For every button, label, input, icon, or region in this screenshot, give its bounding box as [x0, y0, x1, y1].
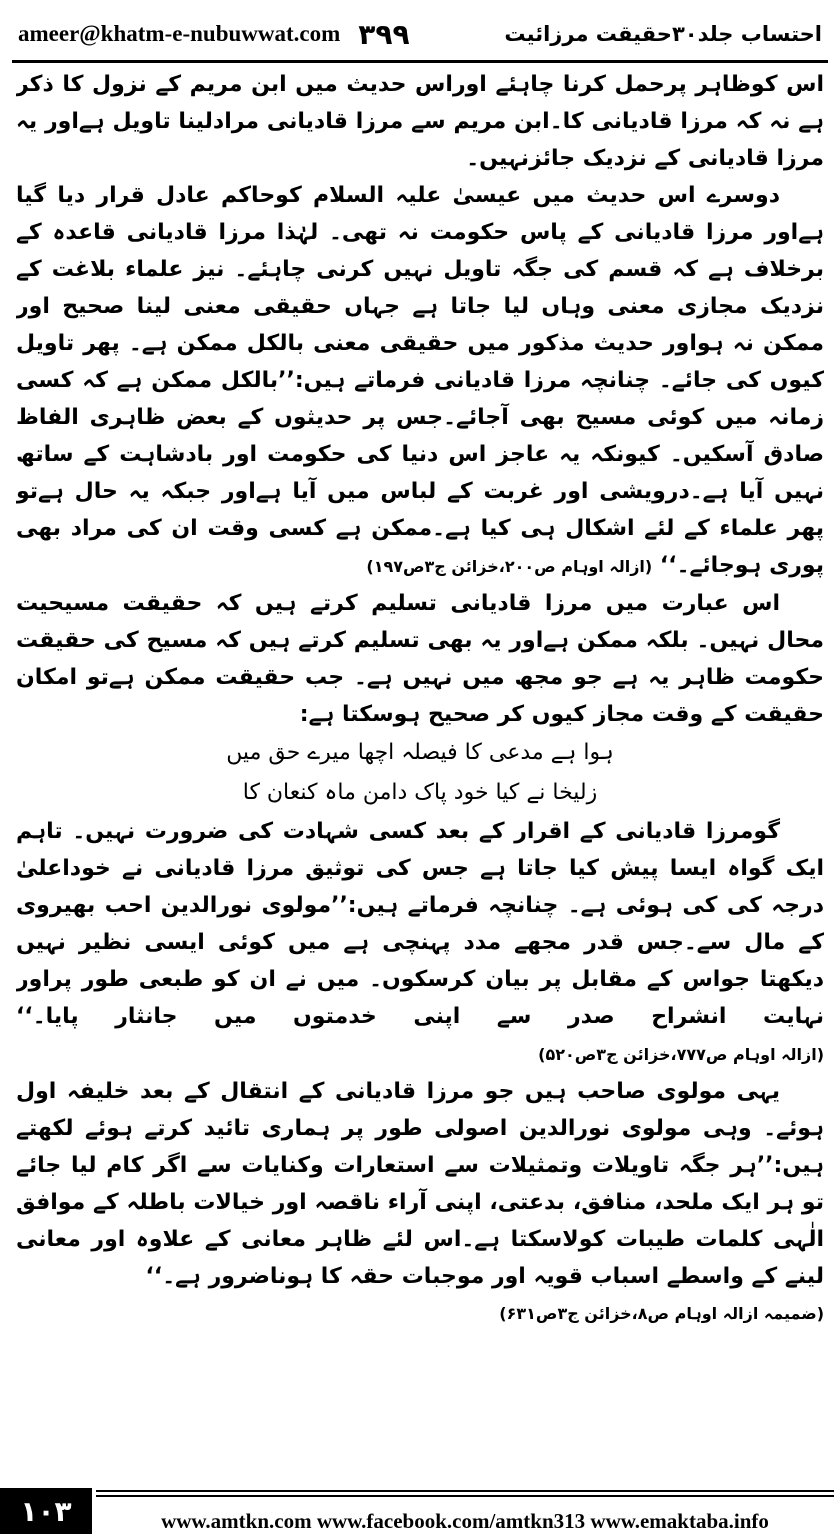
page-header: [18, 10, 822, 58]
header-email: ameer@khatm-e-nubuwwat.com: [18, 21, 341, 46]
paragraph-5: یہی مولوی صاحب ہیں جو مرزا قادیانی کے انتقال کے بعد خلیفہ اول ہوئے۔ وہی مولوی نورالدین اصولی طور پر ہماری تائید کرتے ہوئے لکھتے ہیں:’’ہر جگہ تاویلات وتمثیلات سے استعارات وکنایات سے اگر کام لیا جائے تو ہر ایک ملحد، منافق، بدعتی، اپنی آراء ناقصہ اور خیالات باطلہ کے موافق الٰہی کلمات طیبات کولاسکتا ہے۔اس لئے ظاہر معانی کے علاوہ اور معانی لینے کے واسطے اسباب قویہ اور موجبات حقہ کا ہوناضرور ہے۔‘‘: [16, 1079, 824, 1289]
paragraph-5-reference: (ضمیمہ ازالہ اوہام ص۸،خزائن ج۳ص۶۳۱): [499, 1304, 824, 1323]
header-book-title: احتساب جلد۳۰حقیقت مرزائیت: [504, 22, 822, 46]
page-footer: [0, 1488, 840, 1540]
paragraph-2-reference: (ازالہ اوہام ص۲۰۰،خزائن ج۳ص۱۹۷): [366, 557, 653, 576]
header-rule: [12, 60, 828, 63]
paragraph-2: [16, 177, 824, 585]
poem-line-2: زلیخا نے کیا خود پاک دامن ماہ کنعان کا: [242, 780, 598, 805]
header-page-number: ۳۹۹: [358, 17, 410, 51]
paragraph-1: اس کوظاہر پرحمل کرنا چاہئے اوراس حدیث میں ابن مریم کے نزول کا ذکر ہے نہ کہ مرزا قادیانی کا۔ابن مریم سے مرزا قادیانی مرادلینا تاویل ہےاور یہ مرزا قادیانی کے نزدیک جائزنہیں۔: [16, 72, 824, 171]
paragraph-4-text: گومرزا قادیانی کے اقرار کے بعد کسی شہادت کی ضرورت نہیں۔ تاہم ایک گواہ ایسا پیش کیا جاتا ہے جس کی توثیق مرزا قادیانی نے خوداعلیٰ درجہ کی کی ہوئی ہے۔ چنانچہ فرماتے ہیں:’’مولوی نورالدین احب بھیروی کے مال سے۔جس قدر مجھے مدد پہنچی ہے میں کوئی ایسی نظیر نہیں دیکھتا جواس کے مقابل پر بیان کرسکوں۔ میں نے ان کو طبعی طور پراور نہایت انشراح صدر سے اپنی خدمتوں میں جانثار پایا۔‘‘: [16, 819, 824, 1029]
page-body: [16, 66, 824, 1436]
footer-links[interactable]: www.amtkn.com www.facebook.com/amtkn313 www.emaktaba.info: [161, 1509, 769, 1533]
poem-line-1: ہوا ہے مدعی کا فیصلہ اچھا میرے حق میں: [226, 740, 614, 765]
paragraph-4: [16, 813, 824, 1073]
footer-rules: [96, 1490, 834, 1500]
header-left: [18, 18, 410, 51]
paragraph-2-text: دوسرے اس حدیث میں عیسیٰ علیہ السلام کوحاکم عادل قرار دیا گیا ہےاور مرزا قادیانی کے پاس حکومت نہ تھی۔ لہٰذا مرزا قادیانی قاعدہ کے برخلاف ہے کہ قسم کی جگہ تاویل نہیں کرنی چاہئے۔ نیز علماء بلاغت کے نزدیک مجازی معنی وہاں لیا جاتا ہے جہاں حقیقی معنی لینا صحیح اور ممکن نہ ہواور حدیث مذکور میں حقیقی معنی بالکل ممکن ہے۔ پھر تاویل کیوں کی جائے۔ چنانچہ مرزا قادیانی فرماتے ہیں:’’بالکل ممکن ہے کہ کسی زمانہ میں کوئی مسیح بھی آجائے۔جس پر حدیثوں کے بعض ظاہری الفاظ صادق آسکیں۔ کیونکہ یہ عاجز اس دنیا کی حکومت اور بادشاہت کے ساتھ نہیں آیا ہے۔درویشی اور غربت کے لباس میں آیا ہےاور جبکہ یہ حال ہےتو پھر علماء کے لئے اشکال ہی کیا ہے۔ممکن ہے کسی وقت ان کی مراد بھی پوری ہوجائے۔‘‘: [16, 183, 824, 578]
paragraph-3: اس عبارت میں مرزا قادیانی تسلیم کرتے ہیں کہ حقیقت مسیحیت محال نہیں۔ بلکہ ممکن ہےاور یہ بھی تسلیم کرتے ہیں کہ مسیح کی حقیقت حکومت ظاہر یہ ہے جو مجھ میں نہیں ہے۔ جب حقیقت ممکن ہےتو امکان حقیقت کے وقت مجاز کیوں کر صحیح ہوسکتا ہے:: [16, 591, 824, 727]
paragraph-4-reference: (ازالہ اوہام ص۷۷۷،خزائن ج۳ص۵۲۰): [538, 1045, 824, 1064]
footer-page-number: ۱۰۳: [0, 1488, 92, 1534]
